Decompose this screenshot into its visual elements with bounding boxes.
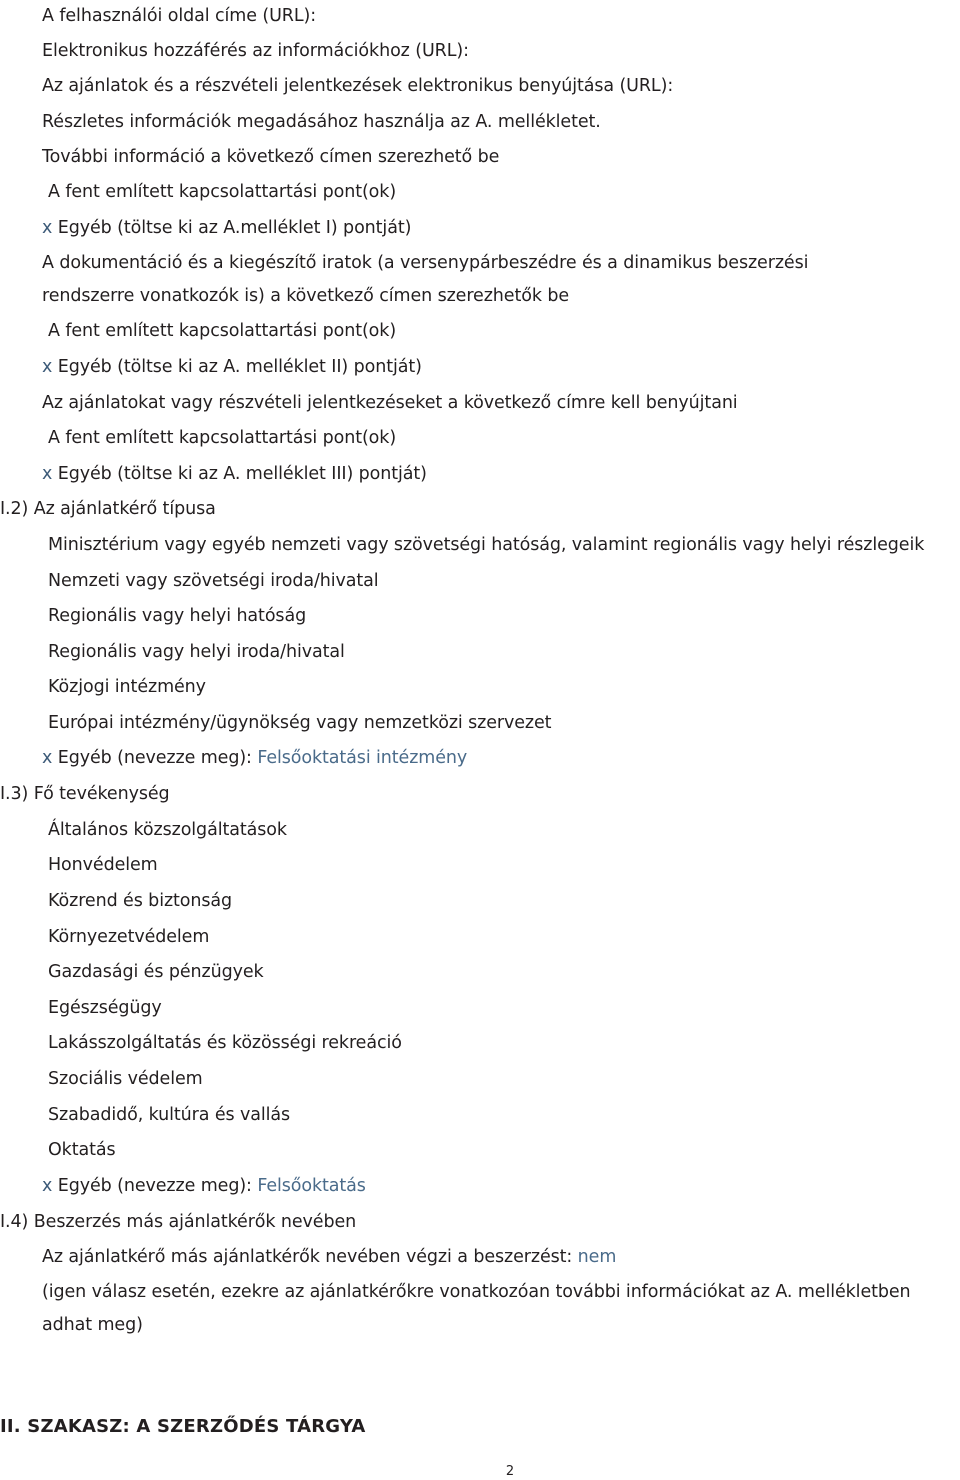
user-page-url-label: A felhasználói oldal címe (URL): — [42, 6, 317, 26]
submit-option-other — [42, 463, 427, 485]
docs-heading-line1: A dokumentáció és a kiegészítő iratok (a versenypárbeszédre és a dinamikus beszerzési — [42, 253, 809, 273]
section-i3-heading: I.3) Fő tevékenység — [0, 784, 170, 804]
contracting-type-option: Európai intézmény/ügynökség vagy nemzetközi szervezet — [48, 713, 552, 733]
main-activity-option: Gazdasági és pénzügyek — [48, 962, 264, 982]
checked-mark-icon: x — [42, 357, 53, 377]
other-label: Egyéb (nevezze meg): — [57, 1176, 252, 1196]
contracting-type-option: Regionális vagy helyi iroda/hivatal — [48, 642, 345, 662]
electronic-submission-url-label: Az ajánlatok és a részvételi jelentkezések elektronikus benyújtása (URL): — [42, 76, 674, 96]
docs-option-contact: A fent említett kapcsolattartási pont(ok) — [48, 321, 397, 341]
docs-heading-line2: rendszerre vonatkozók is) a következő címen szerezhetők be — [42, 286, 569, 306]
other-label: Egyéb (nevezze meg): — [57, 748, 252, 768]
main-activity-option: Szabadidő, kultúra és vallás — [48, 1105, 291, 1125]
option-label: Egyéb (töltse ki az A. melléklet III) pontját) — [57, 464, 427, 484]
section-i2-heading: I.2) Az ajánlatkérő típusa — [0, 499, 216, 519]
contracting-type-other — [42, 747, 467, 769]
docs-option-other — [42, 356, 422, 378]
checked-mark-icon: x — [42, 218, 53, 238]
contracting-type-option: Közjogi intézmény — [48, 677, 206, 697]
main-activity-option: Közrend és biztonság — [48, 891, 233, 911]
section-ii-heading: II. SZAKASZ: A SZERZŐDÉS TÁRGYA — [0, 1416, 366, 1437]
other-value: Felsőoktatási intézmény — [257, 748, 468, 768]
further-info-option-other — [42, 217, 411, 239]
behalf-question-value: nem — [577, 1247, 617, 1267]
behalf-question — [42, 1246, 616, 1268]
contracting-type-option: Minisztérium vagy egyéb nemzeti vagy szövetségi hatóság, valamint regionális vagy helyi részlegeik — [48, 535, 925, 555]
page-number: 2 — [505, 1464, 515, 1479]
option-label: Egyéb (töltse ki az A. melléklet II) pontját) — [57, 357, 422, 377]
behalf-note-line2: adhat meg) — [42, 1315, 143, 1335]
behalf-note-line1: (igen válasz esetén, ezekre az ajánlatkérőkre vonatkozóan további információkat az A. mellékletben — [42, 1282, 911, 1302]
option-label: Egyéb (töltse ki az A.melléklet I) pontját) — [57, 218, 412, 238]
further-info-heading: További információ a következő címen szerezhető be — [42, 147, 500, 167]
main-activity-option: Egészségügy — [48, 998, 162, 1018]
main-activity-option: Oktatás — [48, 1140, 116, 1160]
further-info-option-contact: A fent említett kapcsolattartási pont(ok) — [48, 182, 397, 202]
contracting-type-option: Nemzeti vagy szövetségi iroda/hivatal — [48, 571, 379, 591]
main-activity-option: Lakásszolgáltatás és közösségi rekreáció — [48, 1033, 402, 1053]
checked-mark-icon: x — [42, 464, 53, 484]
checked-mark-icon: x — [42, 748, 53, 768]
contracting-type-option: Regionális vagy helyi hatóság — [48, 606, 307, 626]
main-activity-option: Szociális védelem — [48, 1069, 203, 1089]
annex-a-note: Részletes információk megadásához használja az A. mellékletet. — [42, 112, 601, 132]
main-activity-option: Általános közszolgáltatások — [48, 820, 287, 840]
submit-heading: Az ajánlatokat vagy részvételi jelentkezéseket a következő címre kell benyújtani — [42, 393, 738, 413]
behalf-question-label: Az ajánlatkérő más ajánlatkérők nevében végzi a beszerzést: — [42, 1247, 573, 1267]
other-value: Felsőoktatás — [257, 1176, 366, 1196]
section-i4-heading: I.4) Beszerzés más ajánlatkérők nevében — [0, 1212, 357, 1232]
main-activity-option: Környezetvédelem — [48, 927, 210, 947]
checked-mark-icon: x — [42, 1176, 53, 1196]
submit-option-contact: A fent említett kapcsolattartási pont(ok) — [48, 428, 397, 448]
main-activity-other — [42, 1175, 366, 1197]
electronic-access-url-label: Elektronikus hozzáférés az információkhoz (URL): — [42, 41, 469, 61]
main-activity-option: Honvédelem — [48, 855, 158, 875]
